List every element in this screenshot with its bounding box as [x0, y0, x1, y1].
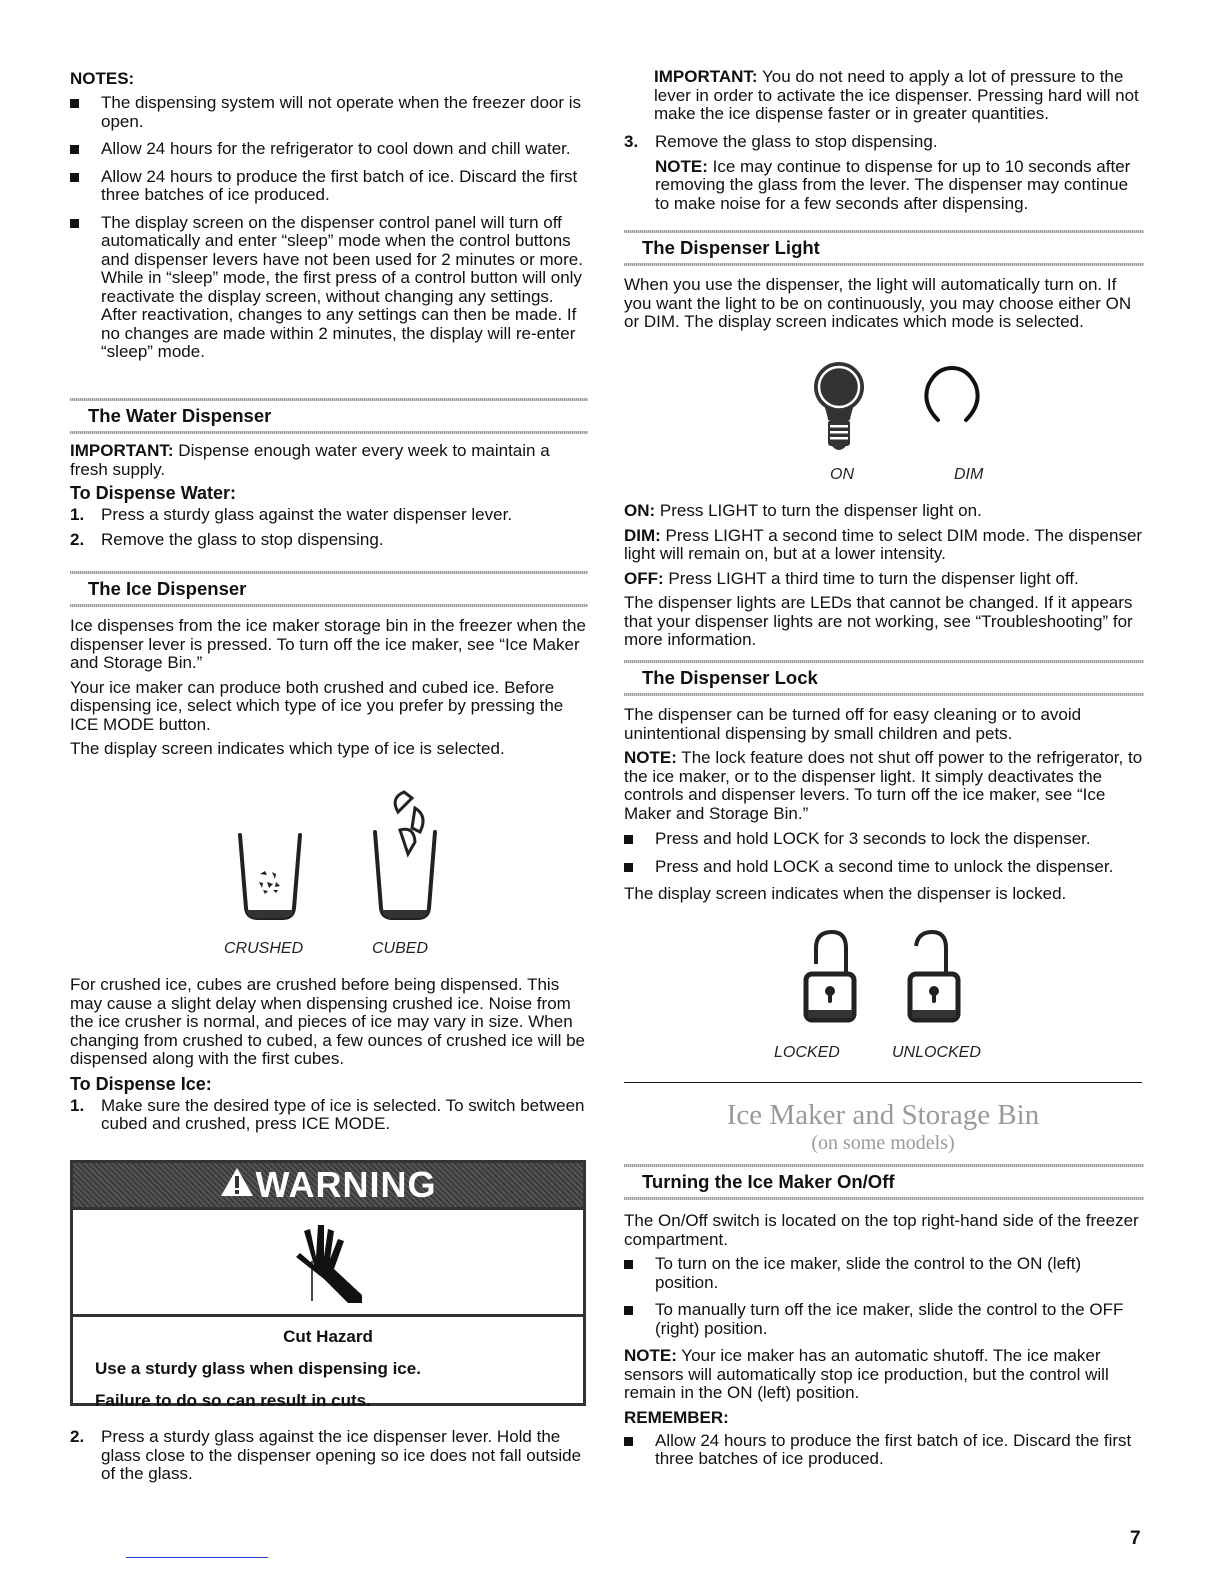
steps-list	[70, 1428, 588, 1484]
bullet-square-icon	[624, 1306, 633, 1315]
ice-dispense-instructions	[70, 976, 588, 1134]
list-item: 2. Remove the glass to stop dispensing.	[70, 529, 384, 549]
notes-heading: NOTES:	[70, 69, 135, 88]
figure-caption: CUBED	[372, 940, 429, 957]
section-divider	[624, 693, 1144, 696]
section-title: The Ice Dispenser	[88, 578, 247, 599]
notes-section	[70, 68, 588, 362]
list-item: 3. Remove the glass to stop dispensing.	[624, 132, 938, 151]
switch-bullets	[624, 1255, 1144, 1338]
list-item: Allow 24 hours to produce the first batch of ice. Discard the first three batches of ice produced.	[624, 1432, 1144, 1469]
list-item: The display screen on the dispenser control panel will turn off automatically and enter “sleep” mode when the control buttons and dispenser levers have not been used for 2 minutes or more. While in “sleep” mode, the first press of a control button will only reactivate the display screen, without changing any settings. After reactivation, changes to any settings can then be made. If no changes are made within 2 minutes, the display will re-enter “sleep” mode.	[70, 214, 588, 362]
warning-line: Use a sturdy glass when dispensing ice.	[95, 1359, 421, 1378]
chapter-divider	[624, 1082, 1142, 1083]
hazard-title: Cut Hazard	[283, 1327, 373, 1346]
figure-caption: ON	[830, 466, 854, 483]
light-mode-figures	[804, 360, 1004, 490]
warning-line: Failure to do so can result in cuts.	[95, 1391, 371, 1410]
paragraph: Your ice maker can produce both crushed and cubed ice. Before dispensing ice, select which type of ice you prefer by pressing the ICE MODE button.	[70, 677, 564, 734]
bullet-square-icon	[70, 173, 79, 182]
important-paragraph: IMPORTANT: Dispense enough water every week to maintain a fresh supply.	[70, 441, 550, 479]
figure-caption: DIM	[954, 466, 984, 483]
mode-description: ON: Press LIGHT to turn the dispenser light on.	[624, 501, 982, 520]
steps-list	[70, 506, 588, 549]
page-number: 7	[1130, 1528, 1141, 1549]
note-paragraph: NOTE: Ice may continue to dispense for up to 10 seconds after removing the glass from the lever. The dispenser may continue to make noise for a few seconds after dispensing.	[655, 156, 1131, 213]
chapter-title: Ice Maker and Storage Bin	[726, 1099, 1040, 1131]
unlocked-padlock-icon	[904, 928, 964, 1033]
list-item: 2. Press a sturdy glass against the ice dispenser lever. Hold the glass close to the dispenser opening so ice does not fall outside of the glass.	[70, 1427, 582, 1483]
mode-description: OFF: Press LIGHT a third time to turn the dispenser light off.	[624, 568, 1079, 588]
list-item: To turn on the ice maker, slide the control to the ON (left) position.	[624, 1255, 1144, 1292]
ice-maker-chapter	[624, 1082, 1142, 1155]
subheading: To Dispense Water:	[70, 483, 237, 503]
section-divider	[70, 604, 588, 607]
list-item: Allow 24 hours to produce the first batch of ice. Discard the first three batches of ice produced.	[70, 168, 588, 205]
water-dispenser-section	[70, 398, 588, 549]
warning-text	[73, 1317, 583, 1423]
section-title: The Water Dispenser	[88, 405, 272, 426]
lock-bullets	[624, 830, 1144, 876]
list-item: The dispensing system will not operate when the freezer door is open.	[70, 94, 588, 131]
section-divider	[624, 1197, 1144, 1200]
cubed-ice-glass-icon	[360, 780, 450, 935]
paragraph: The display screen indicates when the dispenser is locked.	[624, 884, 1067, 903]
important-note: IMPORTANT: You do not need to apply a lot of pressure to the lever in order to activate the ice dispenser. Pressing hard will not make the ice dispense faster or in greater quantities.	[654, 67, 1139, 123]
hyperlink-underline[interactable]	[126, 1557, 268, 1558]
paragraph: For crushed ice, cubes are crushed before being dispensed. This may cause a slight delay when dispensing crushed ice. Noise from the ice crusher is normal, and pieces of ice may vary in size. When changing from crushed to cubed, a few ounces of crushed ice will be dispensed along with the first cubes.	[70, 975, 586, 1068]
bullet-square-icon	[624, 835, 633, 844]
section-title: Turning the Ice Maker On/Off	[642, 1171, 895, 1192]
mode-description: DIM: Press LIGHT a second time to select DIM mode. The dispenser light will remain on, but at a lower intensity.	[624, 525, 1143, 563]
paragraph: Ice dispenses from the ice maker storage bin in the freezer when the dispenser lever is pressed. To turn off the ice maker, see “Ice Maker and Storage Bin.”	[70, 616, 586, 672]
paragraph: When you use the dispenser, the light will automatically turn on. If you want the light to be on continuously, you may choose either ON or DIM. The display screen indicates which mode is selected.	[624, 275, 1132, 331]
dim-light-icon	[920, 364, 984, 433]
figure-caption: LOCKED	[774, 1044, 840, 1061]
note-paragraph: NOTE: The lock feature does not shut off power to the refrigerator, to the ice maker, or to the dispenser light. It simply deactivates the controls and dispenser levers. To turn off the ice maker, see “Ice Maker and Storage Bin.”	[624, 748, 1143, 823]
crushed-ice-glass-icon	[230, 830, 310, 935]
steps-list	[624, 133, 1144, 152]
list-item: Press and hold LOCK for 3 seconds to lock the dispenser.	[624, 830, 1144, 849]
steps-list	[70, 1097, 588, 1134]
figure-caption: UNLOCKED	[892, 1044, 981, 1061]
dispenser-light-section	[624, 230, 1144, 332]
section-title: The Dispenser Lock	[642, 667, 818, 688]
section-title: The Dispenser Light	[642, 237, 820, 258]
figure-caption: CRUSHED	[224, 940, 304, 957]
list-item: Allow 24 hours for the refrigerator to cool down and chill water.	[70, 140, 588, 159]
light-bulb-icon	[814, 360, 864, 459]
list-item: 1. Press a sturdy glass against the water dispenser lever.	[70, 505, 513, 524]
list-item: 1. Make sure the desired type of ice is selected. To switch between cubed and crushed, press ICE MODE.	[70, 1095, 585, 1133]
bullet-square-icon	[624, 1437, 633, 1446]
light-modes	[624, 502, 1144, 650]
paragraph: The On/Off switch is located on the top right-hand side of the freezer compartment.	[624, 1211, 1139, 1249]
warning-triangle-icon	[220, 1164, 254, 1206]
note-paragraph: NOTE: Your ice maker has an automatic shutoff. The ice maker sensors will automatically stop ice production, but the control will remain in the ON (left) position.	[624, 1346, 1109, 1402]
ice-dispenser-section	[70, 571, 588, 759]
remember-list	[624, 1432, 1144, 1469]
warning-box	[70, 1160, 586, 1410]
bullet-square-icon	[70, 99, 79, 108]
remember-heading: REMEMBER:	[624, 1407, 729, 1427]
chapter-subtitle: (on some models)	[811, 1132, 955, 1154]
cut-hand-icon	[73, 1207, 583, 1317]
warning-banner: WARNING	[73, 1163, 583, 1207]
bullet-square-icon	[624, 1260, 633, 1269]
lock-figures	[774, 928, 994, 1068]
notes-list	[70, 94, 588, 362]
bullet-square-icon	[70, 219, 79, 228]
section-divider	[624, 263, 1144, 266]
dispenser-lock-section	[624, 660, 1144, 904]
paragraph: The dispenser can be turned off for easy cleaning or to avoid unintentional dispensing by small children and pets.	[624, 705, 1082, 743]
list-item: To manually turn off the ice maker, slide the control to the OFF (right) position.	[624, 1301, 1144, 1338]
locked-padlock-icon	[800, 928, 860, 1033]
bullet-square-icon	[624, 863, 633, 872]
paragraph: The display screen indicates which type of ice is selected.	[70, 739, 505, 758]
ice-step-2	[70, 1428, 588, 1484]
subheading: To Dispense Ice:	[70, 1073, 212, 1094]
turning-on-off-section	[624, 1164, 1144, 1469]
ice-step-3	[624, 133, 1144, 213]
bullet-square-icon	[70, 145, 79, 154]
paragraph: The dispenser lights are LEDs that cannot be changed. If it appears that your dispenser lights are not working, see “Troubleshooting” for more information.	[624, 593, 1133, 649]
ice-mode-figures	[210, 780, 510, 960]
section-divider	[70, 431, 588, 434]
list-item: Press and hold LOCK a second time to unlock the dispenser.	[624, 858, 1144, 877]
